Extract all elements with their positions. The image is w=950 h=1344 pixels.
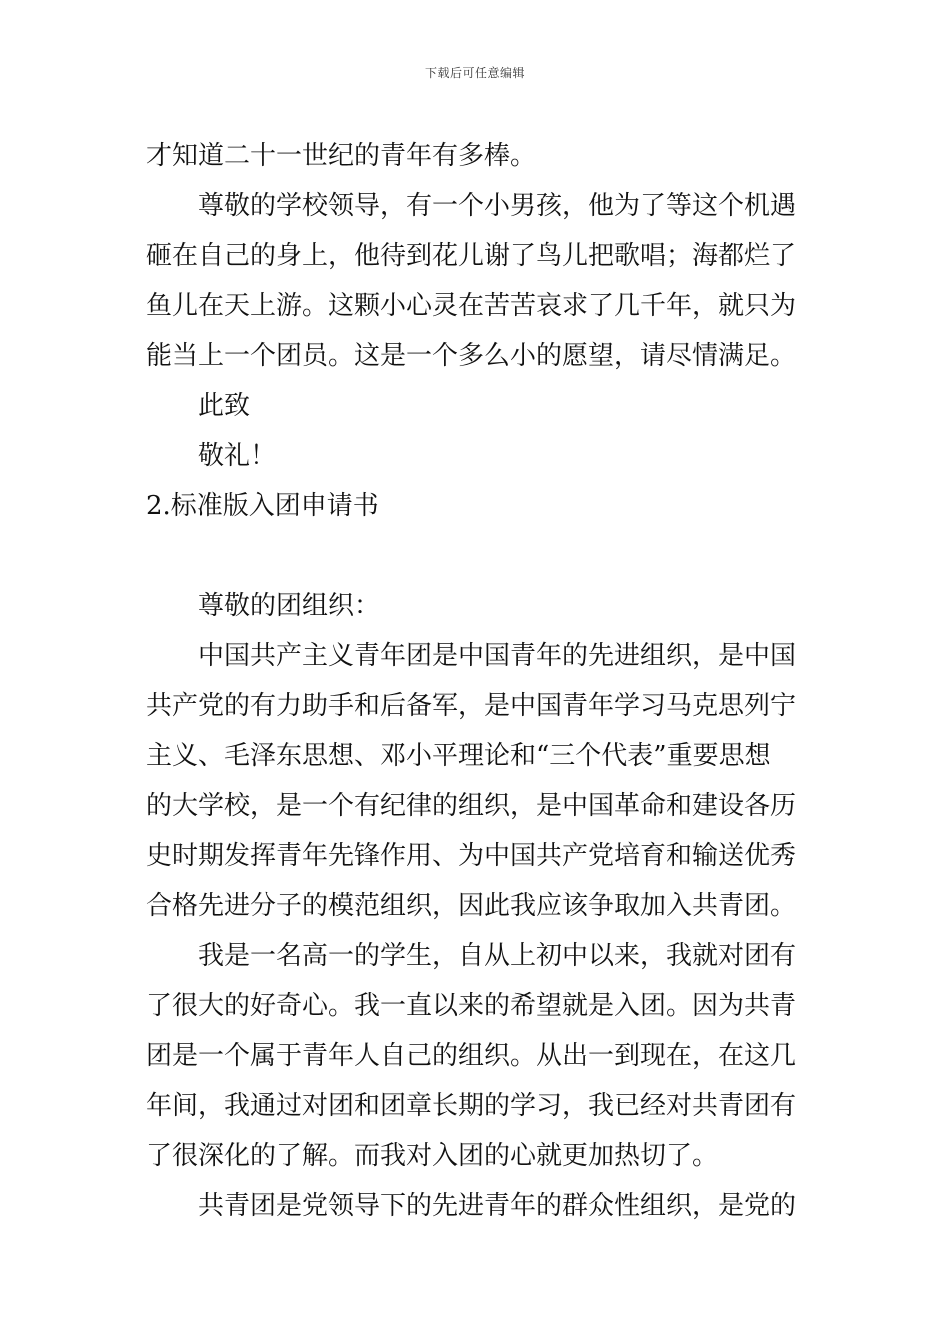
body-line: 年间，我通过对团和团章长期的学习，我已经对共青团有: [146, 1091, 797, 1121]
blank-line: [146, 531, 808, 581]
body-line: 主义、毛泽东思想、邓小平理论和“三个代表”重要思想: [146, 741, 771, 771]
closing-salutation: 此致: [198, 391, 251, 421]
body-line: 了很深化的了解。而我对入团的心就更加热切了。: [146, 1141, 719, 1171]
body-line: 砸在自己的身上，他待到花儿谢了鸟儿把歌唱；海都烂了: [146, 241, 797, 271]
body-line: 共产党的有力助手和后备军，是中国青年学习马克思列宁: [146, 691, 797, 721]
body-line: 共青团是党领导下的先进青年的群众性组织，是党的: [198, 1191, 797, 1221]
body-line: 的大学校，是一个有纪律的组织，是中国革命和建设各历: [146, 791, 797, 821]
document-body: [146, 131, 808, 1231]
section-heading: 2.标准版入团申请书: [146, 491, 379, 521]
body-line: 合格先进分子的模范组织，因此我应该争取加入共青团。: [146, 891, 797, 921]
closing-regards: 敬礼！: [198, 441, 277, 471]
body-line: 尊敬的学校领导，有一个小男孩，他为了等这个机遇: [198, 191, 797, 221]
body-line: 鱼儿在天上游。这颗小心灵在苦苦哀求了几千年，就只为: [146, 291, 797, 321]
letter-salutation: 尊敬的团组织：: [198, 591, 381, 621]
body-line: 能当上一个团员。这是一个多么小的愿望，请尽情满足。: [146, 341, 797, 371]
body-line: 才知道二十一世纪的青年有多棒。: [146, 141, 537, 171]
body-line: 我是一名高一的学生，自从上初中以来，我就对团有: [198, 941, 797, 971]
body-line: 中国共产主义青年团是中国青年的先进组织，是中国: [198, 641, 797, 671]
body-line: 了很大的好奇心。我一直以来的希望就是入团。因为共青: [146, 991, 797, 1021]
page-header-note: 下载后可任意编辑: [424, 66, 525, 80]
body-line: 史时期发挥青年先锋作用、为中国共产党培育和输送优秀: [146, 841, 797, 871]
body-line: 团是一个属于青年人自己的组织。从出一到现在，在这几: [146, 1041, 797, 1071]
